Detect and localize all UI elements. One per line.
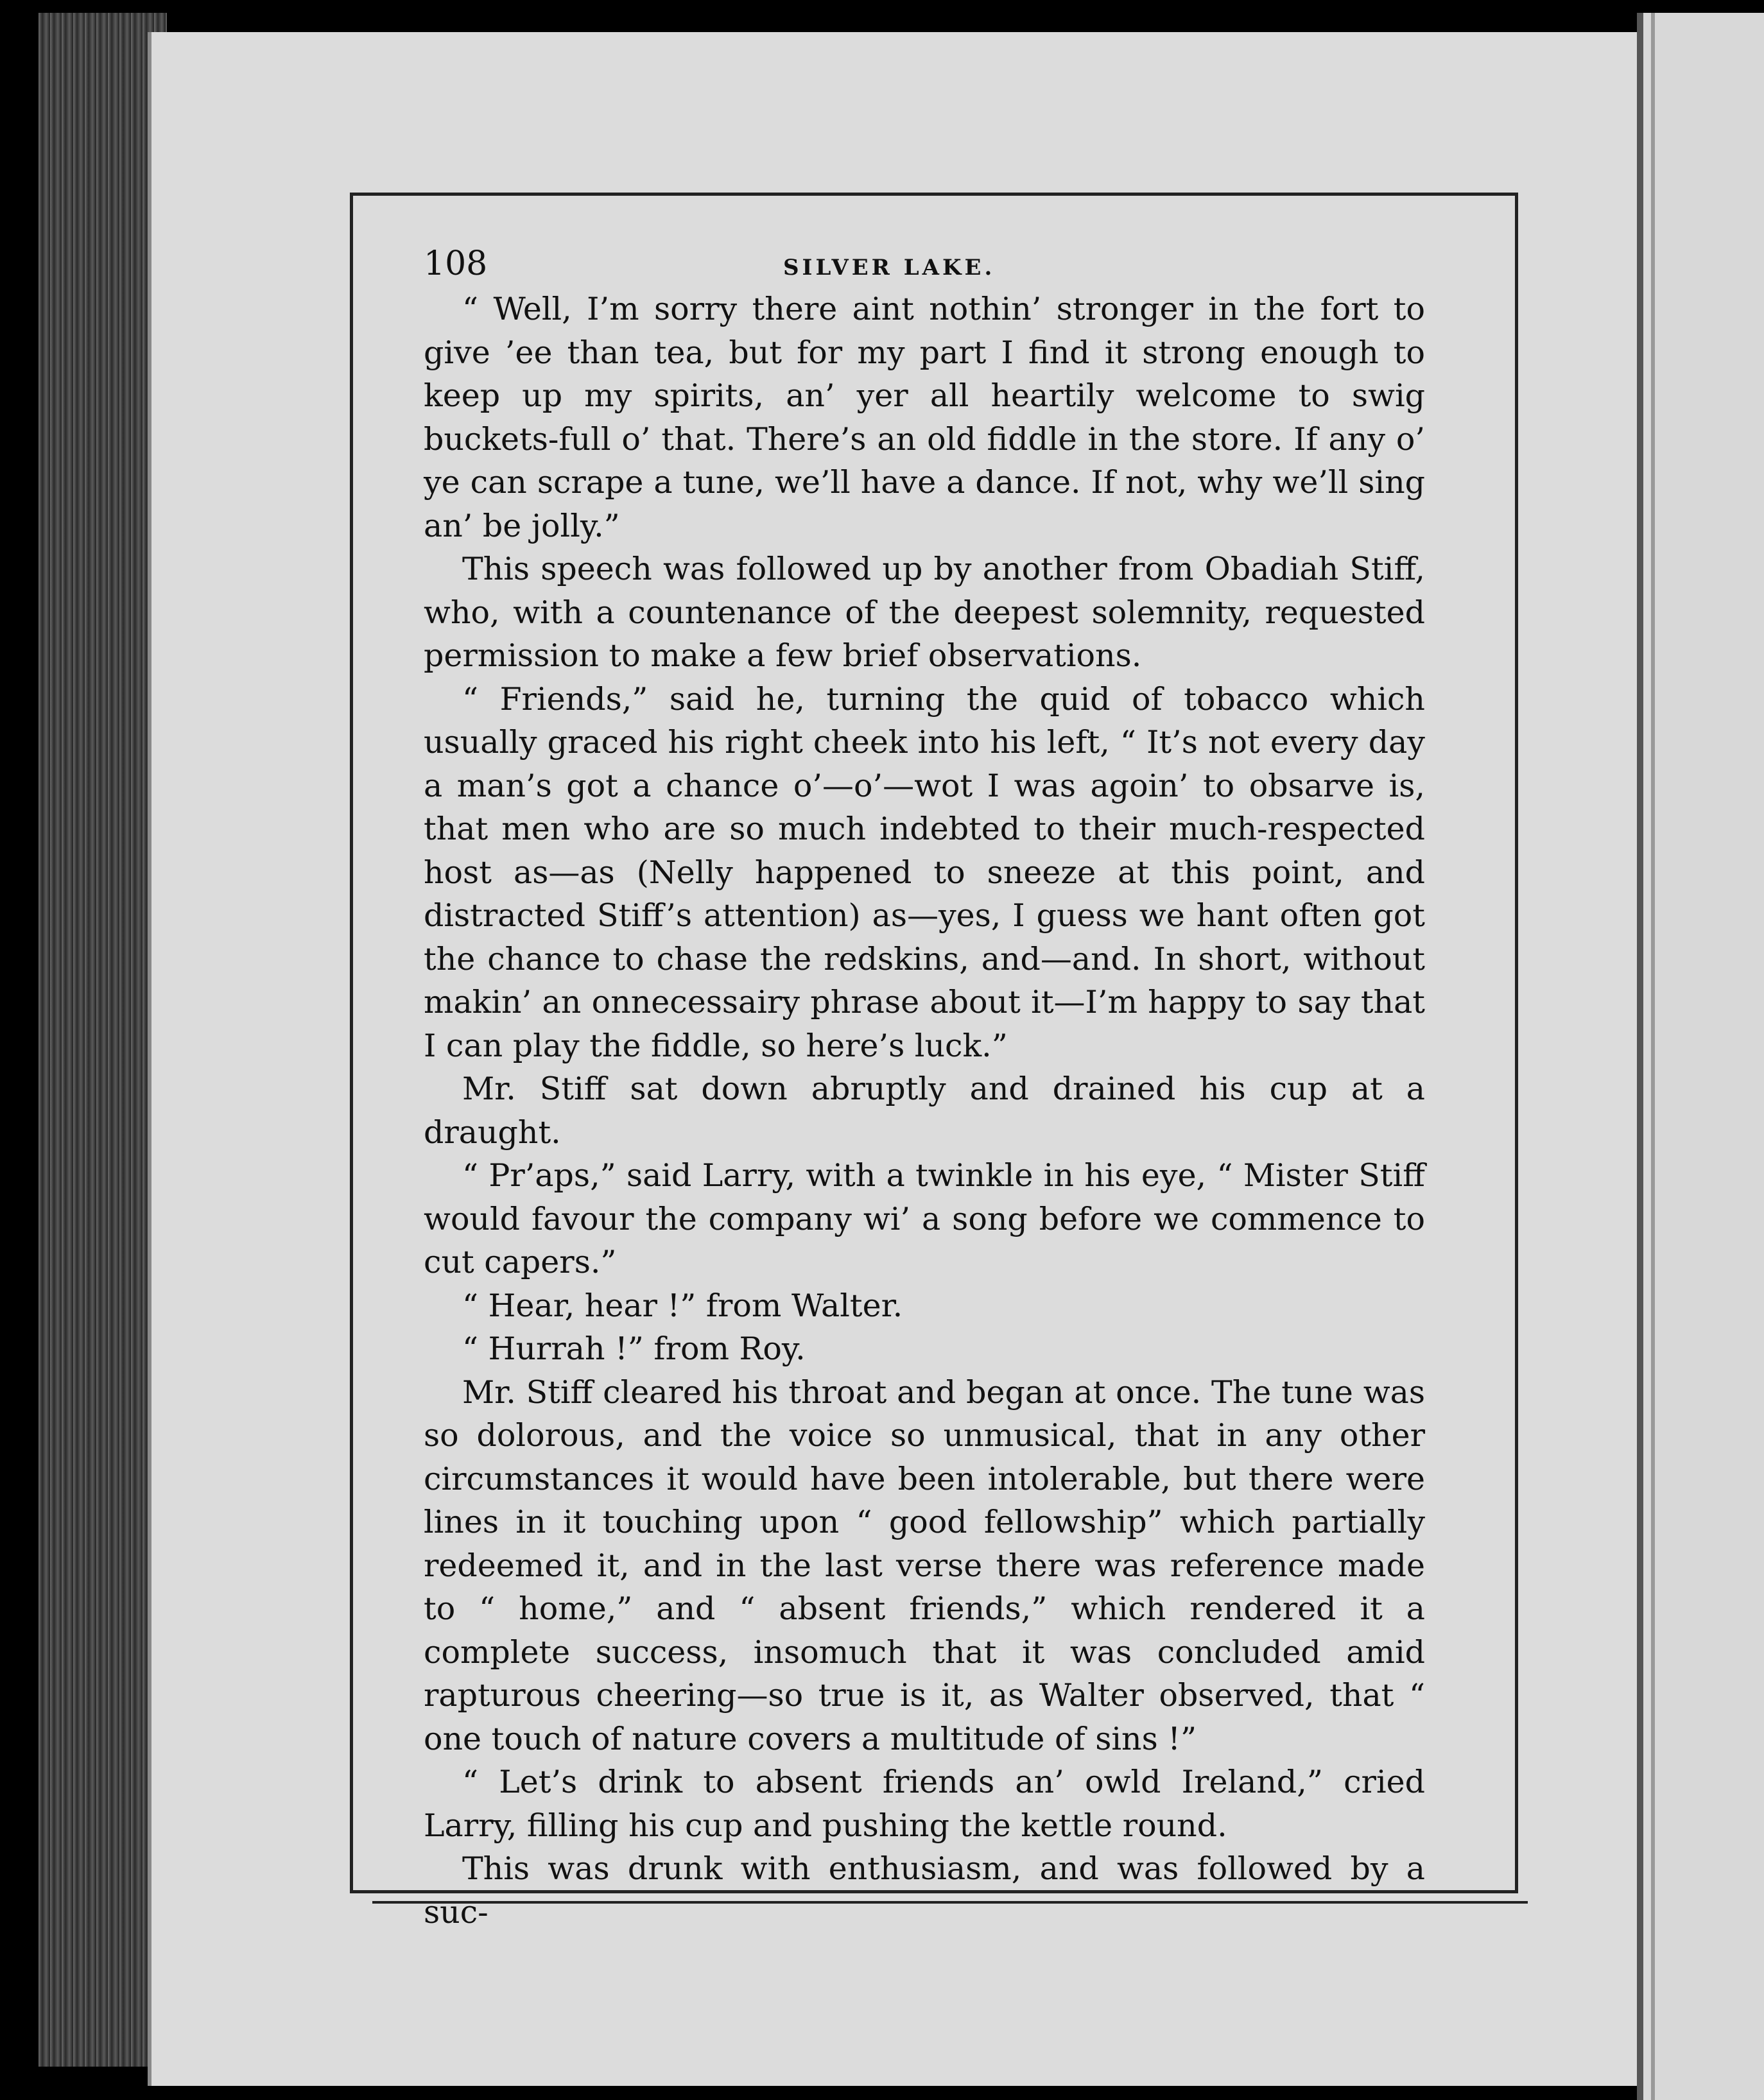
paragraph-4: Mr. Stiff sat down abruptly and drained his cup at a draught. <box>424 1071 1425 1151</box>
facing-page-edge <box>1637 13 1764 2100</box>
page-number: 108 <box>424 245 488 283</box>
paragraph-8: Mr. Stiff cleared his throat and began at once. The tune was so dolorous, and the voice so unmusical, that in any other circumstances it would have been intolerable, but there were lines in it touching upon “ good fellowship” which partially redeemed it, and in the last verse there was reference made to “ home,” and “ absent friends,” which rendered it a complete success, insomuch that it was concluded amid rapturous cheering—so true is it, as Walter observed, that “ one touch of nature covers a multitude of sins !” <box>424 1373 1425 1757</box>
paragraph-5: “ Pr’aps,” said Larry, with a twinkle in his eye, “ Mister Stiff would favour the company wi’ a song before we commence to cut capers.” <box>424 1157 1425 1280</box>
paragraph-7: “ Hurrah !” from Roy. <box>462 1330 806 1367</box>
running-title: SILVER LAKE. <box>783 255 996 280</box>
paragraph-6: “ Hear, hear !” from Walter. <box>462 1287 903 1324</box>
paragraph-2: This speech was followed up by another from Obadiah Stiff, who, with a countenance of the deepest solemnity, requested permission to make a few brief observations. <box>424 551 1425 674</box>
text-block <box>424 243 1425 1934</box>
paragraph-3: “ Friends,” said he, turning the quid of tobacco which usually graced his right cheek into his left, “ It’s not every day a man’s got a chance o’—o’—wot I was agoin’ to obsarve is, that men who are so much indebted to their much-respected host as—as (Nelly happened to sneeze at this point, and distracted Stiff’s attention) as—yes, I guess we hant often got the chance to chase the redskins, and—and. In short, without makin’ an onnecessairy phrase about it—I’m happy to say that I can play the fiddle, so here’s luck.” <box>424 680 1425 1064</box>
paragraph-1: “ Well, I’m sorry there aint nothin’ stronger in the fort to give ’ee than tea, but for my part I find it strong enough to keep up my spirits, an’ yer all heartily welcome to swig buckets-full o’ that. There’s an old fiddle in the store. If any o’ ye can scrape a tune, we’ll have a dance. If not, why we’ll sing an’ be jolly.” <box>424 291 1425 544</box>
running-head <box>424 243 1425 288</box>
paragraph-9: “ Let’s drink to absent friends an’ owld Ireland,” cried Larry, filling his cup and pushing the kettle round. <box>424 1764 1425 1844</box>
paragraph-10: This was drunk with enthusiasm, and was followed by a suc- <box>424 1850 1425 1931</box>
